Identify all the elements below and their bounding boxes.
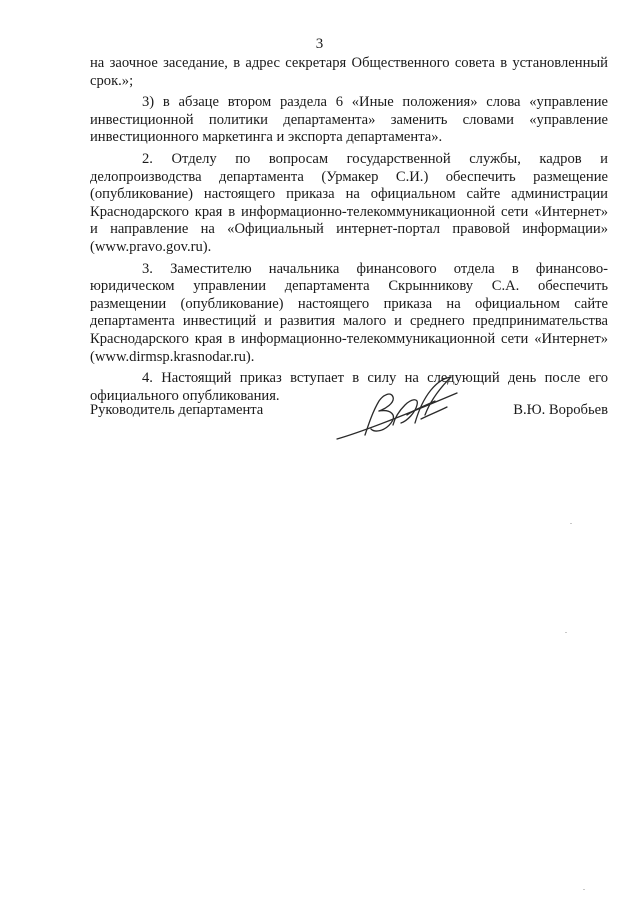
- signatory-position: Руководитель департамента: [90, 402, 264, 418]
- scan-speck: [570, 523, 572, 524]
- page-number: 3: [315, 36, 324, 52]
- scan-speck: [565, 632, 567, 633]
- signature-block: [90, 402, 608, 462]
- paragraph-point-4: 4. Настоящий приказ вступает в силу на следующий день после его официального опубликования.: [90, 370, 608, 404]
- paragraph-point-3: 3. Заместителю начальника финансового отдела в финансово-юридическом управлении департамента Скрынникову С.А. обеспечить размещении (опубликование) настоящего приказа на официальном сайте департамента инвестиций и развития малого и среднего предпринимательства Краснодарского края в информационно-телекоммуникационной сети «Интернет» (www.dirmsp.krasnodar.ru).: [90, 260, 608, 365]
- handwritten-signature-icon: [335, 375, 460, 443]
- scan-speck: [583, 889, 585, 890]
- paragraph-continuation: на заочное заседание, в адрес секретаря Общественного совета в установленный срок.»;: [90, 55, 608, 89]
- document-body: [90, 55, 608, 409]
- signatory-name: В.Ю. Воробьев: [513, 402, 608, 418]
- paragraph-point-2: 2. Отделу по вопросам государственной службы, кадров и делопроизводства департамента (Урмакер С.И.) обеспечить размещение (опубликование) настоящего приказа на официальном сайте администрации Краснодарского края в информационно-телекоммуникационной сети «Интернет» и направление на «Официальный интернет-портал правовой информации» (www.pravo.gov.ru).: [90, 150, 608, 255]
- paragraph-item-3: 3) в абзаце втором раздела 6 «Иные положения» слова «управление инвестиционной политики департамента» заменить словами «управление инвестиционного маркетинга и экспорта департамента».: [90, 94, 608, 146]
